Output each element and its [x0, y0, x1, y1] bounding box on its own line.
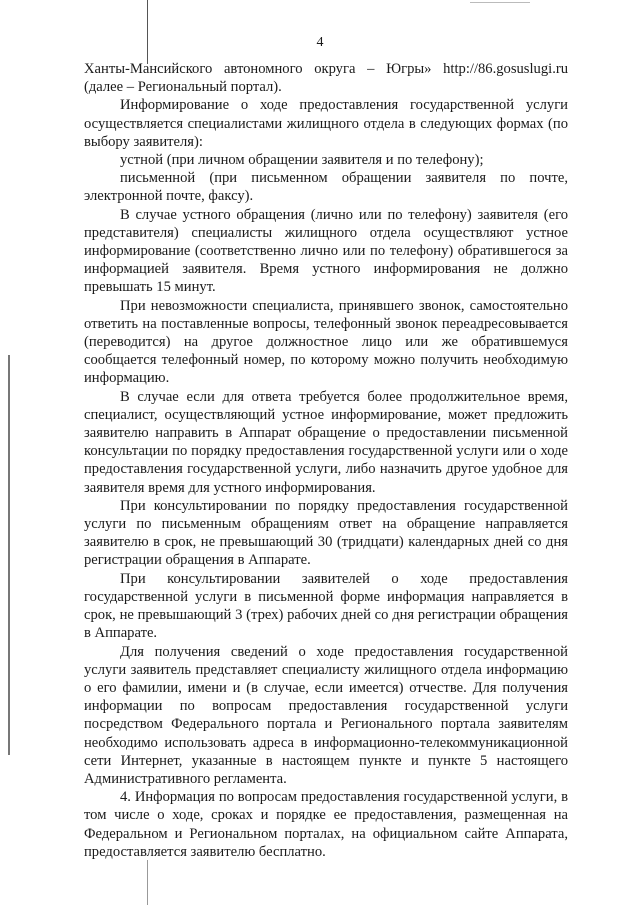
scan-mark-left [8, 355, 10, 755]
scan-mark-top [147, 0, 148, 64]
document-body [84, 60, 568, 861]
paragraph-6: При невозможности специалиста, принявшего звонок, самостоятельно ответить на поставленные вопросы, телефонный звонок переадресовывается (переводится) на другое должностное лицо или же обратившемуся сообщается телефонный номер, по которому можно получить необходимую информацию. [84, 297, 568, 387]
paragraph-3: устной (при личном обращении заявителя и по телефону); [120, 152, 484, 169]
paragraph-10: Для получения сведений о ходе предоставления государственной услуги заявитель представляет специалисту жилищного отдела информацию о его фамилии, имени и (в случае, если имеется) отчестве. Для получения информации по вопросам предоставления государственной услуги посредством Федерального портала и Регионального портала заявителям необходимо использовать адреса в информационно-телекоммуникационной сети Интернет, указанные в настоящем пункте и пункте 5 настоящего Административного регламента. [84, 643, 568, 787]
paragraph-8: При консультировании по порядку предоставления государственной услуги по письменным обращениям ответ на обращение направляется заявителю в срок, не превышающий 30 (тридцати) календарных дней со дня регистрации обращения в Аппарате. [84, 497, 568, 569]
paragraph-4: письменной (при письменном обращении заявителя по почте, электронной почте, факсу). [84, 170, 568, 205]
scan-mark-bottom [147, 860, 148, 905]
paragraph-11: 4. Информация по вопросам предоставления государственной услуги, в том числе о ходе, сроках и порядке ее предоставления, размещенная на Федеральном и Региональном порталах, на официальном сайте Аппарата, предоставляется заявителю бесплатно. [84, 789, 568, 860]
paragraph-9: При консультировании заявителей о ходе предоставления государственной услуги в письменной форме информация направляется в срок, не превышающий 3 (трех) рабочих дней со дня регистрации обращения в Аппарате. [84, 570, 568, 642]
paragraph-1: Ханты-Мансийского автономного округа – Югры» http://86.gosuslugi.ru (далее – Региональный портал). [84, 61, 568, 96]
paragraph-5: В случае устного обращения (лично или по телефону) заявителя (его представителя) специалисты жилищного отдела осуществляют устное информирование (соответственно лично или по телефону) обратившегося за информацией заявителя. Время устного информирования не должно превышать 15 минут. [84, 206, 568, 296]
paragraph-7: В случае если для ответа требуется более продолжительное время, специалист, осуществляющий устное информирование, может предложить заявителю направить в Аппарат обращение о предоставлении письменной консультации по порядку предоставления государственной услуги или о ходе предоставления государственной услуги, либо назначить другое удобное для заявителя время для устного информирования. [84, 388, 568, 496]
page-number: 4 [316, 35, 324, 50]
scan-mark-topright [470, 2, 530, 3]
paragraph-2: Информирование о ходе предоставления государственной услуги осуществляется специалистами жилищного отдела в следующих формах (по выбору заявителя): [84, 97, 568, 150]
